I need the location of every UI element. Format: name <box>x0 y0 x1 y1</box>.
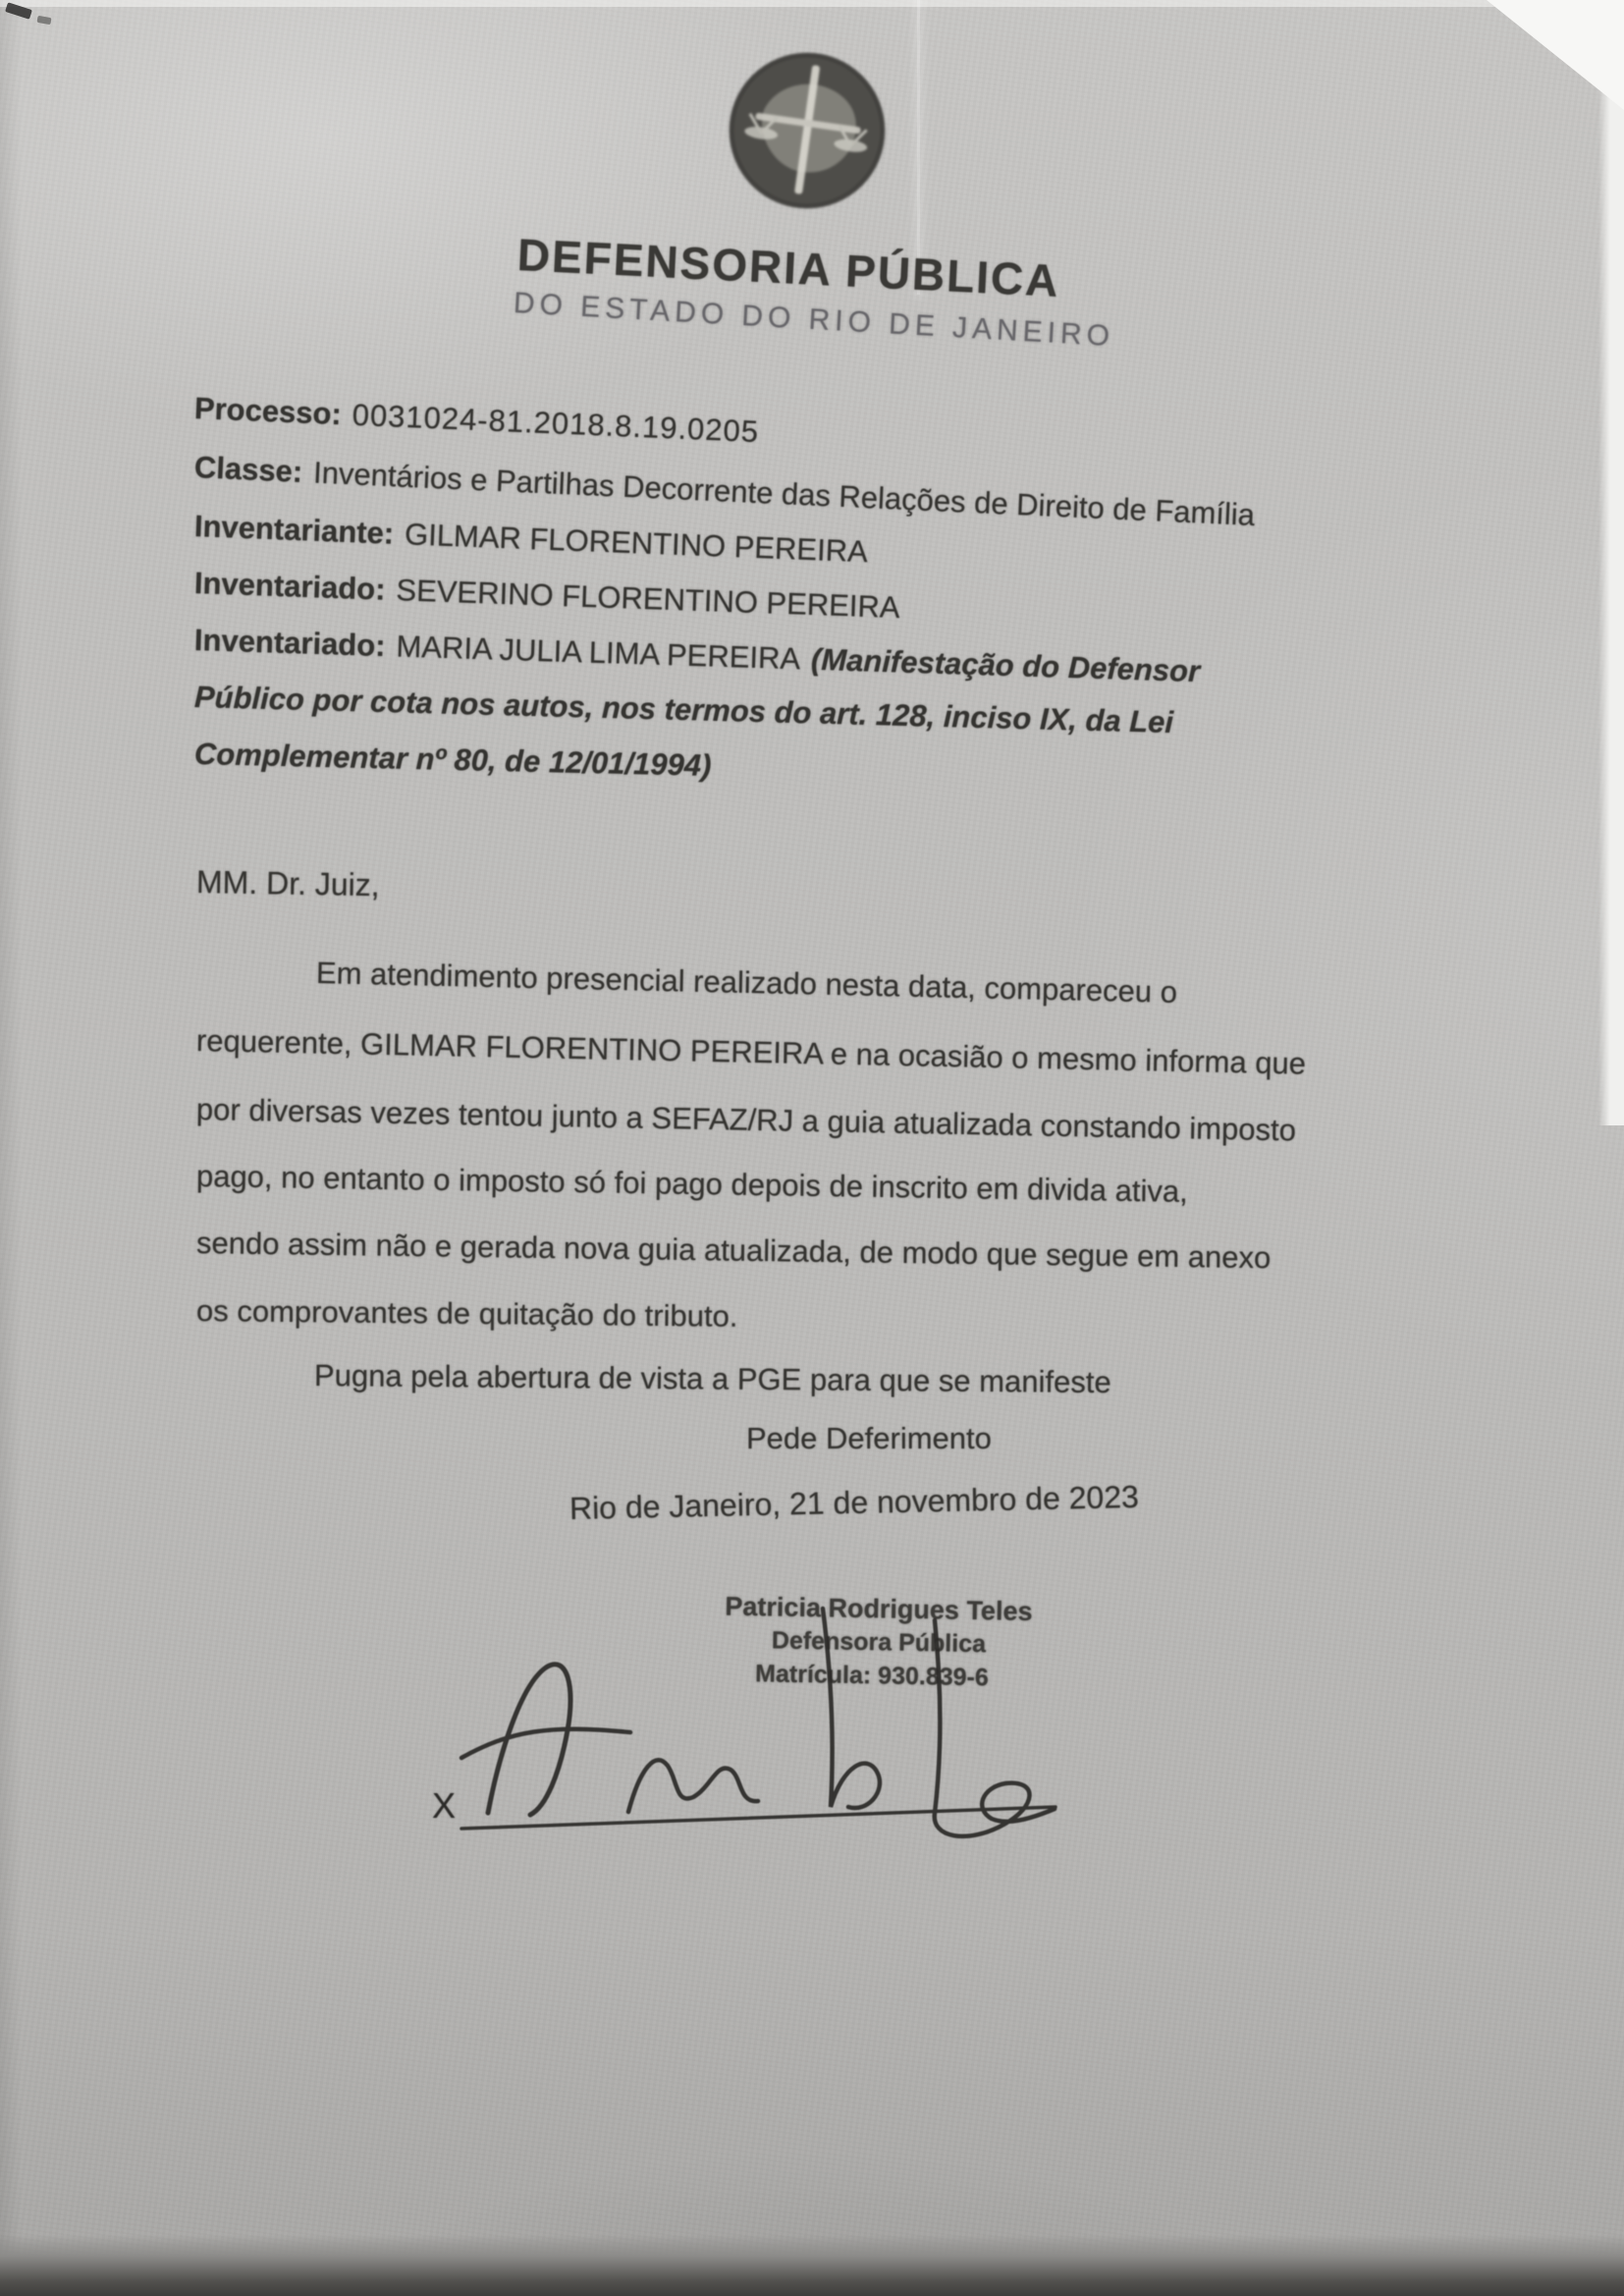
field-processo <box>193 391 760 450</box>
field-inventariado-2 <box>193 623 1200 689</box>
stamp-registration: Matrícula: 930.839-6 <box>754 1660 990 1692</box>
closing-pede-deferimento: Pede Deferimento <box>746 1421 992 1455</box>
stamp-role: Defensora Pública <box>771 1626 987 1659</box>
signature-x-mark: X <box>432 1785 457 1826</box>
scan-corner-fold <box>1487 0 1624 110</box>
processo-label: Processo: <box>193 391 343 432</box>
inventariante-value: GILMAR FLORENTINO PEREIRA <box>404 517 869 570</box>
field-inventariado-1 <box>193 566 900 626</box>
scan-right-edge-glare <box>1598 26 1624 1125</box>
inventariado2-value: MARIA JULIA LIMA PEREIRA <box>396 629 801 677</box>
classe-label: Classe: <box>193 450 303 489</box>
body-line: os comprovantes de quitação do tributo. <box>195 1293 738 1334</box>
scan-bottom-shadow <box>0 2235 1624 2296</box>
processo-value: 0031024-81.2018.8.19.0205 <box>352 397 760 450</box>
salutation: MM. Dr. Juiz, <box>195 864 380 903</box>
body-line: sendo assim não e gerada nova guia atualizada, de modo que segue em anexo <box>195 1226 1272 1276</box>
note-line-3: Complementar nº 80, de 12/01/1994) <box>193 737 712 783</box>
defensoria-publica-logo-icon <box>727 49 888 212</box>
inventariante-label: Inventariante: <box>193 509 395 551</box>
body-line: pago, no entanto o imposto só foi pago depois de inscrito em divida ativa, <box>195 1159 1189 1209</box>
field-inventariante <box>193 509 868 570</box>
scan-top-edge-glare <box>0 0 1624 7</box>
classe-value: Inventários e Partilhas Decorrente das Relações de Direito de Família <box>312 455 1256 533</box>
closing-request: Pugna pela abertura de vista a PGE para que se manifeste <box>313 1358 1111 1400</box>
body-line: requerente, GILMAR FLORENTINO PEREIRA e na ocasião o mesmo informa que <box>195 1023 1307 1081</box>
inventariado2-label: Inventariado: <box>193 623 387 664</box>
note-line-2: Público por cota nos autos, nos termos do art. 128, inciso IX, da Lei <box>193 680 1174 740</box>
stamp-name: Patricia Rodrigues Teles <box>725 1591 1033 1627</box>
inventariado1-label: Inventariado: <box>193 566 387 607</box>
org-subtitle: DO ESTADO DO RIO DE JANEIRO <box>513 287 1115 354</box>
org-title: DEFENSORIA PÚBLICA <box>515 229 1061 306</box>
body-line: por diversas vezes tentou junto a SEFAZ/RJ a guia atualizada constando imposto <box>195 1092 1297 1148</box>
note-line-1: (Manifestação do Defensor <box>810 641 1201 689</box>
inventariado1-value: SEVERINO FLORENTINO PEREIRA <box>395 573 901 626</box>
body-line: Em atendimento presencial realizado nesta data, compareceu o <box>315 956 1178 1010</box>
closing-place-date: Rio de Janeiro, 21 de novembro de 2023 <box>568 1478 1140 1526</box>
scan-artifact-speck <box>36 16 51 25</box>
